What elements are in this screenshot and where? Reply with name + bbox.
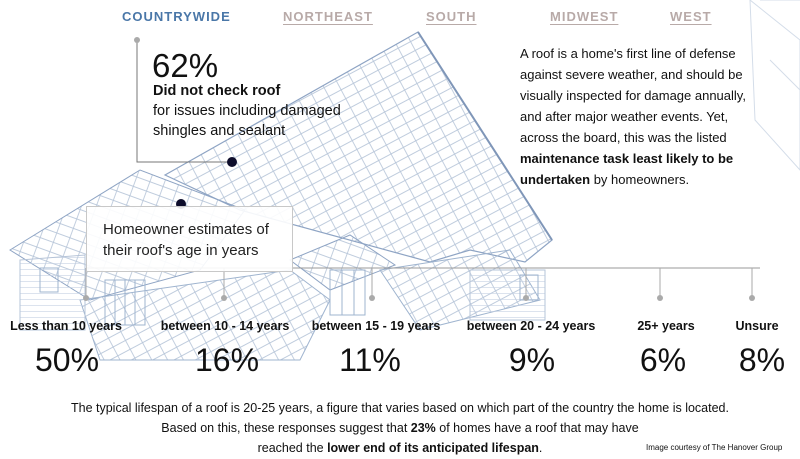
lifespan-line-3-pre: reached the [257,441,328,455]
category-percent-unsure: 8% [738,342,786,378]
lifespan-summary [60,398,740,458]
tab-midwest[interactable]: MIDWEST [550,9,619,24]
category-percent-20-24: 9% [508,342,556,378]
roof-check-percent: 62% [152,47,219,84]
tab-countrywide[interactable]: COUNTRYWIDE [122,9,231,24]
region-tabs [0,0,800,34]
intro-paragraph [520,43,765,190]
lifespan-line-3 [60,438,740,458]
tab-south[interactable]: SOUTH [426,9,477,24]
roof-check-description [153,81,373,141]
category-percent-lt10: 50% [34,342,100,378]
intro-text-1: A roof is a home's first line of defense against severe weather, and should be visually inspected for damage annually, and after major weather events. Yet, across the board, this was the listed [520,46,746,145]
intro-text-2: by homeowners. [590,172,690,187]
category-percent-25plus: 6% [639,342,687,378]
lifespan-line-2-pre: Based on this, these responses suggest that [161,421,411,435]
category-label-unsure: Unsure [735,319,779,333]
category-percent-10-14: 16% [194,342,260,378]
age-estimate-label: Homeowner estimates of their roof's age in years [103,221,269,259]
lifespan-bold: lower end of its anticipated lifespan [327,441,539,455]
image-credit: Image courtesy of The Hanover Group [646,443,783,452]
lifespan-line-3-post: . [538,441,543,455]
lifespan-line-1: The typical lifespan of a roof is 20-25 years, a figure that varies based on which part of the country the home is located. [70,401,729,415]
lifespan-percent: 23% [410,421,436,435]
roof-callout-dot[interactable] [227,157,237,167]
age-estimate-box [86,206,293,272]
category-label-20-24: between 20 - 24 years [466,319,596,333]
tab-west[interactable]: WEST [670,9,712,24]
category-label-10-14: between 10 - 14 years [160,319,290,333]
roof-check-headline: Did not check roof [153,83,281,99]
category-percent-15-19: 11% [339,342,401,378]
category-label-15-19: between 15 - 19 years [311,319,441,333]
roof-check-detail: for issues including damaged shingles and sealant [153,103,341,139]
category-label-25plus: 25+ years [637,319,695,333]
lifespan-line-2 [60,418,740,438]
category-label-lt10: Less than 10 years [10,319,122,333]
tab-northeast[interactable]: NORTHEAST [283,9,373,24]
intro-bold: maintenance task least likely to be undertaken [520,151,734,187]
lifespan-line-2-post: of homes have a roof that may have [435,421,639,435]
